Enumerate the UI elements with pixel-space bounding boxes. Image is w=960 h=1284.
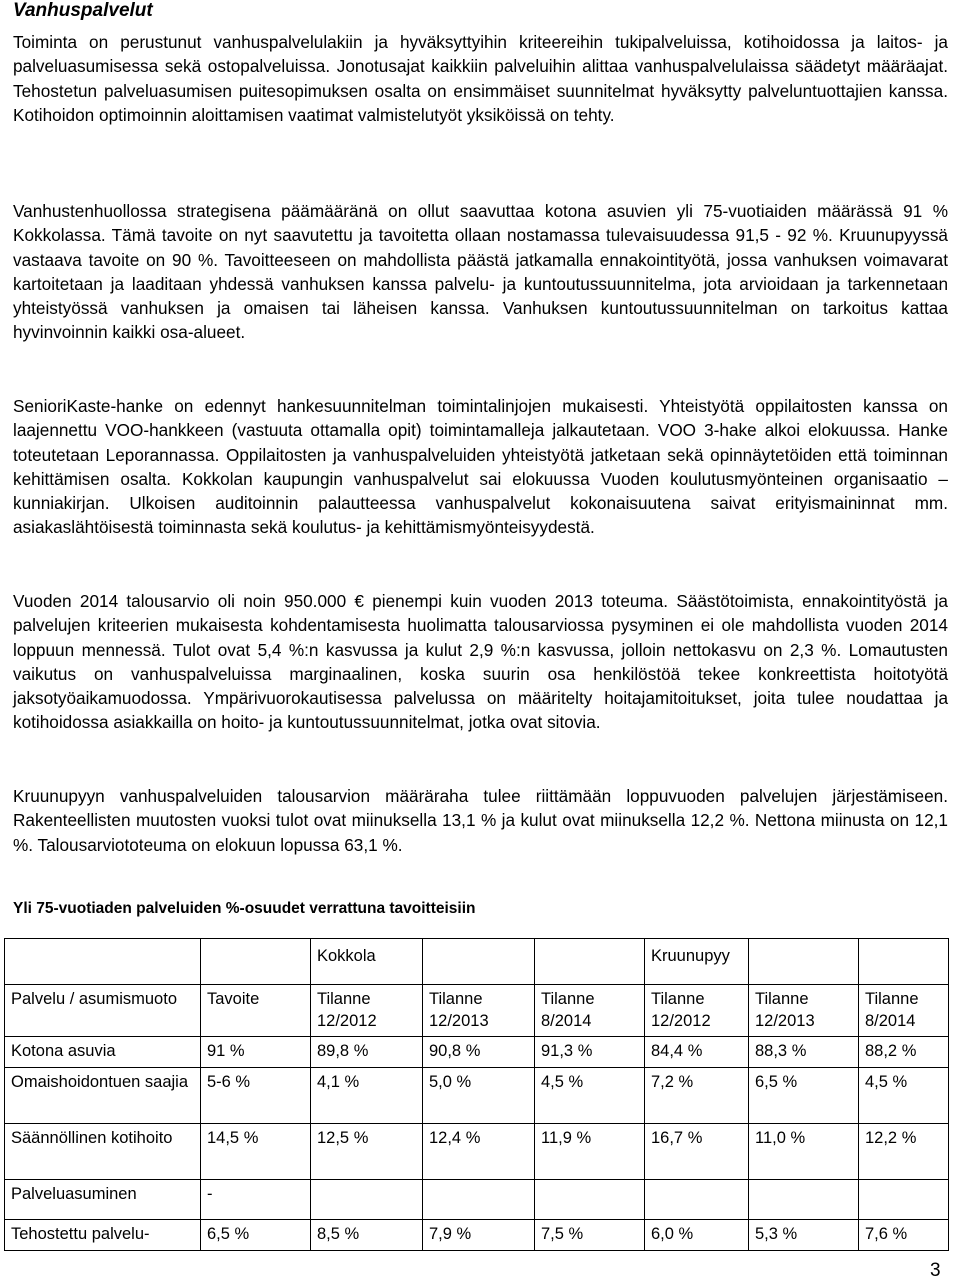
- table-cell: 7,2 %: [645, 1068, 749, 1124]
- table-group-header-cell: [201, 939, 311, 985]
- table-cell: 12,2 %: [859, 1124, 949, 1180]
- table-cell: -: [201, 1180, 311, 1220]
- table-group-header-cell: [5, 939, 201, 985]
- table-header-cell: Tilanne 12/2012: [311, 985, 423, 1037]
- table-cell: 4,5 %: [535, 1068, 645, 1124]
- table-header-cell: Tavoite: [201, 985, 311, 1037]
- table-cell: 91 %: [201, 1037, 311, 1068]
- table-cell: 4,1 %: [311, 1068, 423, 1124]
- table-cell: [423, 1180, 535, 1220]
- table-cell: 12,4 %: [423, 1124, 535, 1180]
- services-table: [4, 938, 949, 1251]
- table-group-header-cell: [535, 939, 645, 985]
- table-cell: 6,0 %: [645, 1220, 749, 1251]
- table-cell: 6,5 %: [201, 1220, 311, 1251]
- table-cell: 90,8 %: [423, 1037, 535, 1068]
- table-cell: 7,6 %: [859, 1220, 949, 1251]
- table-cell: 14,5 %: [201, 1124, 311, 1180]
- table-cell: [859, 1180, 949, 1220]
- table-cell: 84,4 %: [645, 1037, 749, 1068]
- table-header-cell: Tilanne 12/2013: [423, 985, 535, 1037]
- table-cell: 5-6 %: [201, 1068, 311, 1124]
- table-cell: 12,5 %: [311, 1124, 423, 1180]
- table-row: [5, 1220, 949, 1251]
- table-cell: 5,3 %: [749, 1220, 859, 1251]
- table-cell: Omaishoidontuen saajia: [5, 1068, 201, 1124]
- page-heading: Vanhuspalvelut: [13, 0, 153, 21]
- table-cell: [645, 1180, 749, 1220]
- table-cell: 11,9 %: [535, 1124, 645, 1180]
- table-cell: Palveluasuminen: [5, 1180, 201, 1220]
- table-cell: 89,8 %: [311, 1037, 423, 1068]
- table-cell: [311, 1180, 423, 1220]
- table-cell: 11,0 %: [749, 1124, 859, 1180]
- table-cell: 8,5 %: [311, 1220, 423, 1251]
- table-cell: 5,0 %: [423, 1068, 535, 1124]
- table-header-cell: Tilanne 8/2014: [535, 985, 645, 1037]
- table-group-header-row: [5, 939, 949, 985]
- paragraph-strategy: Vanhustenhuollossa strategisena päämääränä on ollut saavuttaa kotona asuvien yli 75-vuotiaiden määrässä 91 % Kokkolassa. Tämä tavoite on nyt saavutettu ja tavoitetta ollaan nostamassa tulevaisuudessa 91,5 - 92 %. Kruunupyyssä vastaava tavoite on 90 %. Tavoitteeseen on mahdollista päästä jatkamalla ennakointityötä, jossa vanhuksen voimavarat kartoitetaan ja laaditaan yhdessä vanhuksen kanssa palvelu- ja kuntoutussuunnitelma, jota arvioidaan ja tarkennetaan yhteistyössä vanhuksen ja omaisen tai läheisen kanssa. Vanhuksen kuntoutussuunnitelman on tarkoitus kattaa hyvinvoinnin kaikki osa-alueet.: [13, 201, 948, 343]
- page-number: 3: [930, 1260, 941, 1281]
- paragraph-operations: Toiminta on perustunut vanhuspalvelulakiin ja hyväksyttyihin kriteereihin tukipalveluissa, kotihoidossa ja laitos- ja palveluasumisessa sekä ostopalveluissa. Jonotusajat kaikkiin palveluihin alittaa vanhuspalvelulaissa säädetyt määräajat. Tehostetun palveluasumisen puitesopimuksen osalta on ensimmäiset suunnitelmat hyväksytty palveluntuottajien kanssa. Kotihoidon optimoinnin aloittamisen vaatimat valmistelutyöt yksiköissä on tehty.: [13, 32, 948, 125]
- table-cell: [749, 1180, 859, 1220]
- table-header-cell: Palvelu / asumismuoto: [5, 985, 201, 1037]
- table-row: [5, 1124, 949, 1180]
- paragraph-seniorikaste: SenioriKaste-hanke on edennyt hankesuunnitelman toimintalinjojen mukaisesti. Yhteistyötä oppilaitosten kanssa on laajennettu VOO-hankkeen (vastuuta ottamalla opit) toimintamalleja jalkautetaan. VOO 3-hake alkoi elokuussa. Hanke toteutetaan Leporannassa. Oppilaitosten ja vanhuspalveluiden yhteistyötä jatketaan sekä opinnäytetöiden että toiminnan kehittämisen osalta. Kokkolan kaupungin vanhuspalvelut sai elokuussa Vuoden koulutusmyönteinen organisaatio – kunniakirjan. Ulkoisen auditoinnin palautteessa vanhuspalvelut kokonaisuutena saivat erityismaininnat mm. asiakaslähtöisestä toiminnasta sekä koulutus- ja kehittämismyönteisyydestä.: [13, 396, 948, 538]
- table-header-cell: Tilanne 8/2014: [859, 985, 949, 1037]
- table-cell: Kotona asuvia: [5, 1037, 201, 1068]
- table-cell: 7,5 %: [535, 1220, 645, 1251]
- table-group-header-cell: [423, 939, 535, 985]
- table-group-header-cell: [749, 939, 859, 985]
- table-group-header-cell: Kruunupyy: [645, 939, 749, 985]
- table-header-cell: Tilanne 12/2012: [645, 985, 749, 1037]
- table-row: [5, 1180, 949, 1220]
- table-cell: 7,9 %: [423, 1220, 535, 1251]
- table-header-row: [5, 985, 949, 1037]
- table-header-cell: Tilanne 12/2013: [749, 985, 859, 1037]
- table-cell: 16,7 %: [645, 1124, 749, 1180]
- table-row: [5, 1068, 949, 1124]
- table-group-header-cell: [859, 939, 949, 985]
- table-cell: [535, 1180, 645, 1220]
- paragraph-budget-kokkola: Vuoden 2014 talousarvio oli noin 950.000 € pienempi kuin vuoden 2013 toteuma. Säästötoimista, ennakointityöstä ja palvelujen kriteerien mukaisesta kohdentamisesta huolimatta talousarviossa pysyminen ei ole mahdollista vuoden 2014 loppuun mennessä. Tulot ovat 5,4 %:n kasvussa ja kulut 2,9 %:n kasvussa, jolloin nettokasvu on 2,3 %. Lomautusten vaikutus on vanhuspalveluissa marginaalinen, koska suurin osa henkilöstöä tekee konkreettista hoitotyötä jaksotyöaikamuodossa. Ympärivuorokautisessa palvelussa on määritelty hoitajamitoitukset, joita tulee noudattaa ja kotihoidossa asiakkailla on hoito- ja kuntoutussuunnitelmat, jotka ovat sitovia.: [13, 591, 948, 733]
- table-cell: 4,5 %: [859, 1068, 949, 1124]
- table-cell: 88,3 %: [749, 1037, 859, 1068]
- table-row: [5, 1037, 949, 1068]
- table-cell: 6,5 %: [749, 1068, 859, 1124]
- table-cell: Säännöllinen kotihoito: [5, 1124, 201, 1180]
- table-group-header-cell: Kokkola: [311, 939, 423, 985]
- table-title: Yli 75-vuotiaden palveluiden %-osuudet verrattuna tavoitteisiin: [13, 900, 476, 917]
- table-cell: Tehostettu palvelu-: [5, 1220, 201, 1251]
- paragraph-budget-kruunupyy: Kruunupyyn vanhuspalveluiden talousarvion määräraha tulee riittämään loppuvuoden palvelujen järjestämiseen. Rakenteellisten muutosten vuoksi tulot ovat miinuksella 13,1 % ja kulut ovat miinuksella 12,2 %. Nettona miinusta on 12,1 %. Talousarviototeuma on elokuun lopussa 63,1 %.: [13, 786, 948, 855]
- table-cell: 91,3 %: [535, 1037, 645, 1068]
- table-cell: 88,2 %: [859, 1037, 949, 1068]
